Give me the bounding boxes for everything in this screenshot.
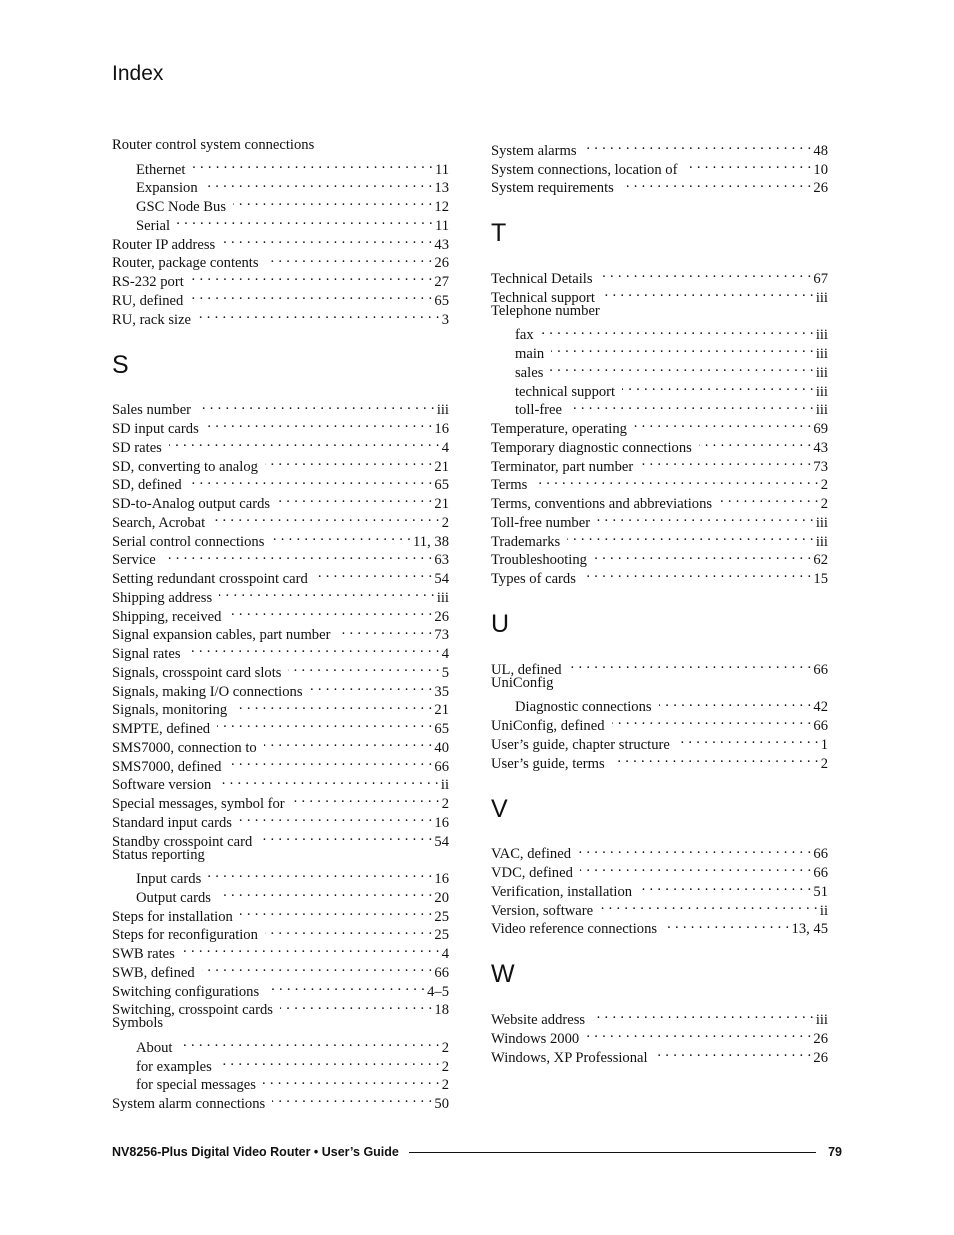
index-term: VDC, defined: [491, 865, 573, 881]
index-term: Software version: [112, 777, 212, 794]
index-page-ref: 66: [813, 846, 828, 863]
dot-leader: [259, 827, 432, 846]
index-page-ref: iii: [815, 346, 828, 362]
index-term: SD, converting to analog: [112, 458, 258, 475]
index-page-ref: 40: [434, 739, 449, 756]
index-term: for special messages: [136, 1077, 256, 1094]
index-page-ref: 26: [434, 608, 449, 625]
index-term: SMS7000, connection to: [112, 739, 257, 756]
index-page-ref: iii: [815, 327, 828, 344]
index-page-ref: 11: [434, 217, 449, 234]
index-page-ref: 1: [820, 736, 828, 753]
dot-leader: [634, 414, 811, 433]
index-page-ref: 21: [434, 702, 449, 719]
index-page-ref: iii: [815, 364, 828, 381]
index-page-ref: 4: [441, 646, 449, 662]
index-subentry: [491, 693, 828, 716]
index-term: Signal expansion cables, part number: [112, 627, 331, 644]
index-page-ref: 21: [434, 496, 449, 512]
index-page-ref: 26: [434, 255, 449, 272]
index-page-ref: 26: [813, 1049, 828, 1066]
index-entry: [491, 674, 828, 693]
index-entry: [491, 840, 828, 863]
index-term: Temperature, operating: [491, 421, 627, 437]
dot-leader: [240, 902, 433, 921]
index-page-ref: 73: [813, 458, 828, 475]
dot-leader: [684, 155, 811, 174]
index-term: Standby crosspoint card: [112, 833, 253, 850]
index-page-ref: 2: [820, 477, 828, 494]
index-term: System alarms: [491, 142, 577, 159]
dot-leader: [219, 583, 435, 602]
index-entry: [491, 471, 828, 494]
dot-leader: [569, 396, 814, 415]
index-entry: [112, 546, 449, 569]
index-entry: [112, 396, 449, 419]
index-page-ref: iii: [815, 289, 828, 306]
index-page-ref: 10: [813, 161, 828, 178]
dot-leader: [699, 433, 812, 452]
index-term: UniConfig: [491, 674, 554, 691]
index-entry: [112, 1014, 449, 1033]
index-term: User’s guide, terms: [491, 755, 605, 772]
index-page-ref: 66: [813, 865, 828, 881]
dot-leader: [622, 377, 814, 396]
index-letter-heading: S: [112, 350, 129, 379]
index-term: System alarm connections: [112, 1096, 266, 1112]
index-term: main: [515, 346, 545, 362]
index-page-ref: 65: [434, 292, 449, 309]
index-page-ref: 2: [441, 1039, 449, 1056]
index-page-ref: 43: [434, 236, 449, 253]
dot-leader: [655, 1043, 812, 1062]
index-term: GSC Node Bus: [136, 199, 227, 215]
index-page-ref: iii: [815, 383, 828, 400]
index-term: Status reporting: [112, 846, 205, 863]
dot-leader: [288, 658, 439, 677]
dot-leader: [212, 508, 440, 527]
index-term: Types of cards: [491, 571, 576, 587]
dot-leader: [602, 283, 814, 302]
index-page-ref: 48: [813, 142, 828, 159]
index-page-ref: 3: [441, 311, 449, 328]
index-term: Technical support: [491, 289, 595, 306]
index-term: Trademarks: [491, 533, 561, 550]
dot-leader: [198, 396, 435, 415]
dot-leader: [205, 174, 433, 193]
index-page-ref: 16: [434, 871, 449, 887]
dot-leader: [265, 921, 433, 940]
index-page-ref: 2: [441, 514, 449, 531]
index-page-ref: 2: [441, 1058, 449, 1075]
index-page-ref: iii: [815, 402, 828, 419]
dot-leader: [277, 489, 432, 508]
index-term: SD-to-Analog output cards: [112, 496, 271, 512]
dot-leader: [584, 136, 812, 155]
index-page-ref: 2: [820, 496, 828, 512]
dot-leader: [597, 508, 814, 527]
index-term: Shipping address: [112, 589, 213, 606]
dot-leader: [228, 752, 432, 771]
index-page-ref: 16: [434, 421, 449, 437]
index-page-ref: 35: [434, 683, 449, 700]
index-page-ref: 11: [434, 161, 449, 178]
footer-rule: [409, 1152, 816, 1153]
dot-leader: [266, 249, 433, 268]
index-term: for examples: [136, 1058, 212, 1075]
index-term: Router control system connections: [112, 137, 315, 153]
dot-leader: [228, 602, 432, 621]
dot-leader: [271, 527, 411, 546]
index-page-ref: iii: [815, 514, 828, 531]
dot-leader: [310, 677, 433, 696]
index-page-ref: 66: [813, 718, 828, 734]
index-page-ref: 26: [813, 180, 828, 197]
index-term: Windows, XP Professional: [491, 1049, 648, 1066]
dot-leader: [640, 452, 811, 471]
index-entry: [112, 136, 449, 155]
index-term: Search, Acrobat: [112, 514, 206, 531]
index-term: Steps for installation: [112, 908, 233, 925]
index-term: RS-232 port: [112, 274, 184, 290]
dot-leader: [218, 883, 432, 902]
index-term: sales: [515, 364, 544, 381]
index-term: Temporary diagnostic connections: [491, 439, 692, 456]
index-term: System connections, location of: [491, 161, 678, 178]
dot-leader: [315, 564, 433, 583]
index-page-ref: 54: [434, 571, 449, 587]
dot-leader: [265, 452, 432, 471]
dot-leader: [208, 864, 432, 883]
index-subentry: [112, 1033, 449, 1056]
index-page-ref: 66: [434, 758, 449, 775]
index-page-ref: 54: [434, 833, 449, 850]
index-subentry: [112, 864, 449, 887]
index-page-ref: 4–5: [427, 983, 449, 1000]
dot-leader: [239, 808, 432, 827]
dot-leader: [264, 733, 433, 752]
index-term: Input cards: [136, 871, 202, 887]
dot-leader: [177, 211, 433, 230]
index-term: UniConfig, defined: [491, 718, 605, 734]
dot-leader: [266, 977, 425, 996]
index-term: Router, package contents: [112, 255, 259, 272]
index-term: Technical Details: [491, 271, 593, 287]
dot-leader: [594, 546, 811, 565]
index-page-ref: 4: [441, 439, 449, 456]
index-page-ref: 2: [820, 755, 828, 772]
index-term: SWB rates: [112, 946, 175, 962]
index-page-ref: 25: [434, 927, 449, 944]
index-term: Switching configurations: [112, 983, 260, 1000]
index-term: SWB, defined: [112, 964, 195, 981]
index-entry: [491, 302, 828, 321]
index-subentry: [491, 339, 828, 362]
index-page-ref: 50: [434, 1096, 449, 1112]
dot-leader: [263, 1071, 440, 1090]
dot-leader: [206, 414, 433, 433]
index-term: Toll-free number: [491, 514, 591, 531]
index-term: technical support: [515, 383, 616, 400]
index-term: SD rates: [112, 439, 162, 456]
index-term: Expansion: [136, 180, 198, 197]
index-page-ref: 5: [441, 664, 449, 681]
index-entry: [112, 846, 449, 865]
index-term: VAC, defined: [491, 846, 571, 863]
index-term: Switching, crosspoint cards: [112, 1002, 273, 1019]
index-page-ref: 16: [434, 814, 449, 831]
index-term: Signals, making I/O connections: [112, 683, 303, 700]
index-term: SD input cards: [112, 421, 199, 437]
index-term: Windows 2000: [491, 1030, 580, 1047]
index-page-ref: 51: [813, 883, 828, 900]
index-term: About: [136, 1039, 173, 1056]
dot-leader: [222, 230, 432, 249]
index-page-ref: 65: [434, 721, 449, 737]
index-term: System requirements: [491, 180, 614, 197]
dot-leader: [292, 789, 440, 808]
dot-leader: [583, 564, 812, 583]
index-term: SMPTE, defined: [112, 721, 211, 737]
dot-leader: [569, 655, 812, 674]
index-page-ref: 4: [441, 946, 449, 962]
dot-leader: [578, 840, 811, 859]
dot-leader: [621, 174, 812, 193]
dot-leader: [182, 939, 440, 958]
index-term: fax: [515, 327, 534, 344]
index-page-ref: 42: [813, 699, 828, 716]
dot-leader: [217, 714, 432, 733]
index-term: Signals, crosspoint card slots: [112, 664, 282, 681]
dot-leader: [198, 305, 440, 324]
index-entry: [491, 655, 828, 678]
index-page-ref: 73: [434, 627, 449, 644]
dot-leader: [550, 358, 813, 377]
index-term: Serial control connections: [112, 533, 265, 550]
index-page-ref: iii: [815, 533, 828, 550]
index-page-ref: 43: [813, 439, 828, 456]
index-term: Diagnostic connections: [515, 699, 652, 716]
index-term: Service: [112, 552, 156, 569]
dot-leader: [163, 546, 433, 565]
index-page-ref: 2: [441, 1077, 449, 1094]
index-term: RU, defined: [112, 292, 184, 309]
index-page-ref: 21: [434, 458, 449, 475]
index-term: Video reference connections: [491, 921, 658, 938]
dot-leader: [192, 155, 433, 174]
index-term: UL, defined: [491, 661, 562, 678]
index-page-ref: iii: [436, 589, 449, 606]
dot-leader: [567, 527, 814, 546]
index-term: Troubleshooting: [491, 552, 587, 569]
index-letter-heading: T: [491, 219, 507, 248]
index-page-ref: 25: [434, 908, 449, 925]
index-term: Terms, conventions and abbreviations: [491, 496, 713, 512]
index-term: Shipping, received: [112, 608, 222, 625]
dot-leader: [664, 915, 789, 934]
index-letter-heading: U: [491, 610, 510, 638]
index-page-ref: 66: [434, 964, 449, 981]
index-page-ref: 62: [813, 552, 828, 569]
index-term: Terms: [491, 477, 528, 494]
index-page-ref: 26: [813, 1030, 828, 1047]
dot-leader: [169, 433, 440, 452]
dot-leader: [234, 696, 432, 715]
index-term: Signal rates: [112, 646, 181, 662]
index-page-ref: 63: [434, 552, 449, 569]
index-term: SMS7000, defined: [112, 758, 222, 775]
index-term: Standard input cards: [112, 814, 232, 831]
index-term: SD, defined: [112, 477, 182, 494]
dot-leader: [179, 1033, 439, 1052]
dot-leader: [592, 1005, 814, 1024]
dot-leader: [600, 264, 812, 283]
dot-leader: [188, 639, 440, 658]
index-term: Symbols: [112, 1015, 164, 1032]
index-subentry: [491, 321, 828, 344]
index-page-ref: 67: [813, 271, 828, 287]
index-term: Setting redundant crosspoint card: [112, 571, 308, 587]
dot-leader: [190, 286, 432, 305]
dot-leader: [534, 471, 818, 490]
footer-page-number: 79: [828, 1145, 842, 1159]
index-page-ref: iii: [436, 402, 449, 419]
page-footer: [112, 1145, 842, 1159]
dot-leader: [272, 1089, 432, 1108]
dot-leader: [337, 621, 432, 640]
dot-leader: [189, 471, 433, 490]
index-term: toll-free: [515, 402, 562, 419]
dot-leader: [586, 1024, 811, 1043]
dot-leader: [219, 1052, 440, 1071]
index-term: User’s guide, chapter structure: [491, 736, 670, 753]
index-page-ref: 13, 45: [791, 921, 828, 938]
index-term: Terminator, part number: [491, 458, 634, 475]
index-term: Output cards: [136, 889, 211, 906]
index-page-ref: 66: [813, 661, 828, 678]
index-page-ref: 18: [434, 1002, 449, 1019]
index-page-ref: iii: [815, 1012, 828, 1028]
dot-leader: [233, 192, 432, 211]
index-entry: [491, 1005, 828, 1028]
index-page-ref: 27: [434, 274, 449, 290]
index-entry: [491, 264, 828, 287]
index-page-ref: 13: [434, 180, 449, 197]
dot-leader: [719, 489, 819, 508]
dot-leader: [639, 877, 811, 896]
dot-leader: [551, 339, 814, 358]
dot-leader: [600, 896, 818, 915]
dot-leader: [191, 267, 433, 286]
dot-leader: [659, 693, 812, 712]
index-page-ref: 11, 38: [413, 533, 449, 550]
index-entry: [491, 136, 828, 159]
index-page-ref: 12: [434, 199, 449, 215]
index-term: Special messages, symbol for: [112, 796, 285, 812]
index-page-ref: ii: [440, 777, 449, 794]
index-column-right: [491, 136, 828, 1066]
index-page-ref: 15: [813, 571, 828, 587]
index-term: Signals, monitoring: [112, 702, 228, 719]
index-page-ref: 65: [434, 477, 449, 494]
footer-document-title: NV8256-Plus Digital Video Router • User’s Guide: [112, 1145, 399, 1159]
index-term: Telephone number: [491, 302, 600, 319]
dot-leader: [202, 958, 433, 977]
index-term: Version, software: [491, 902, 594, 919]
index-term: Verification, installation: [491, 883, 633, 900]
index-page-ref: 2: [441, 796, 449, 812]
index-column-left: [112, 136, 449, 1112]
index-term: Sales number: [112, 402, 192, 419]
dot-leader: [580, 858, 812, 877]
index-term: Ethernet: [136, 161, 186, 178]
index-subentry: [112, 155, 449, 178]
index-page-ref: 20: [434, 889, 449, 906]
index-term: Steps for reconfiguration: [112, 927, 258, 944]
index-page-ref: ii: [819, 902, 828, 919]
dot-leader: [218, 771, 439, 790]
dot-leader: [280, 996, 432, 1015]
index-entry: [491, 489, 828, 512]
index-term: Router IP address: [112, 236, 216, 253]
dot-leader: [612, 749, 819, 768]
index-page-ref: 69: [813, 421, 828, 437]
index-term: Website address: [491, 1012, 586, 1028]
dot-leader: [677, 730, 819, 749]
index-term: Serial: [136, 217, 171, 234]
index-letter-heading: W: [491, 960, 515, 989]
index-term: RU, rack size: [112, 311, 192, 328]
dot-leader: [612, 711, 812, 730]
dot-leader: [541, 321, 814, 340]
page-title: Index: [112, 62, 164, 85]
index-letter-heading: V: [491, 794, 508, 823]
